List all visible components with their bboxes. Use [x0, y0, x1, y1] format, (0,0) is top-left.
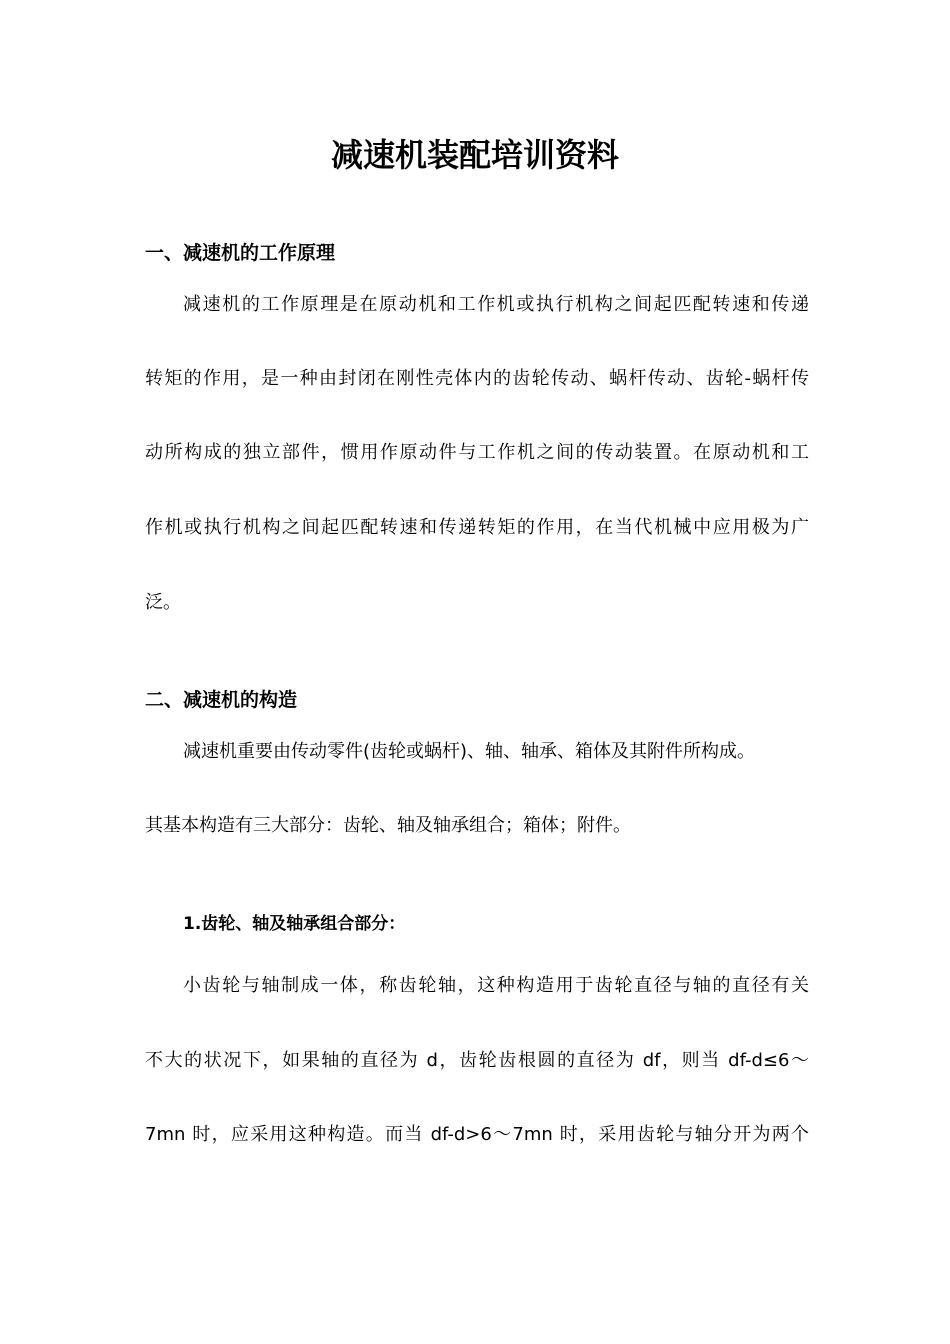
- section-heading-structure: 二、减速机的构造: [145, 689, 298, 711]
- paragraph-line: 小齿轮与轴制成一体，称齿轮轴，这种构造用于齿轮直径与轴的直径有关: [183, 975, 809, 996]
- paragraph-line: 减速机重要由传动零件(齿轮或蜗杆)、轴、轴承、箱体及其附件所构成。: [183, 741, 756, 762]
- paragraph-line: 泛。: [145, 592, 181, 613]
- document-title: 减速机装配培训资料: [330, 136, 619, 174]
- paragraph-line: 不大的状况下，如果轴的直径为 d，齿轮齿根圆的直径为 df，则当 df-d≤6～: [145, 1050, 809, 1071]
- paragraph-line: 7mn 时，应采用这种构造。而当 df-d>6～7mn 时，采用齿轮与轴分开为两个: [145, 1124, 809, 1145]
- paragraph-line: 动所构成的独立部件，惯用作原动件与工作机之间的传动装置。在原动机和工: [145, 442, 809, 463]
- section-heading-working-principle: 一、减速机的工作原理: [145, 242, 336, 264]
- subsection-heading-gear-shaft-bearing: 1.齿轮、轴及轴承组合部分：: [183, 914, 406, 934]
- paragraph-line: 作机或执行机构之间起匹配转速和传递转矩的作用，在当代机械中应用极为广: [145, 517, 809, 538]
- paragraph-line: 转矩的作用，是一种由封闭在刚性壳体内的齿轮传动、蜗杆传动、齿轮-蜗杆传: [145, 368, 809, 389]
- paragraph-line: 其基本构造有三大部分：齿轮、轴及轴承组合；箱体；附件。: [145, 815, 631, 836]
- paragraph-line: 减速机的工作原理是在原动机和工作机或执行机构之间起匹配转速和传递: [183, 294, 809, 315]
